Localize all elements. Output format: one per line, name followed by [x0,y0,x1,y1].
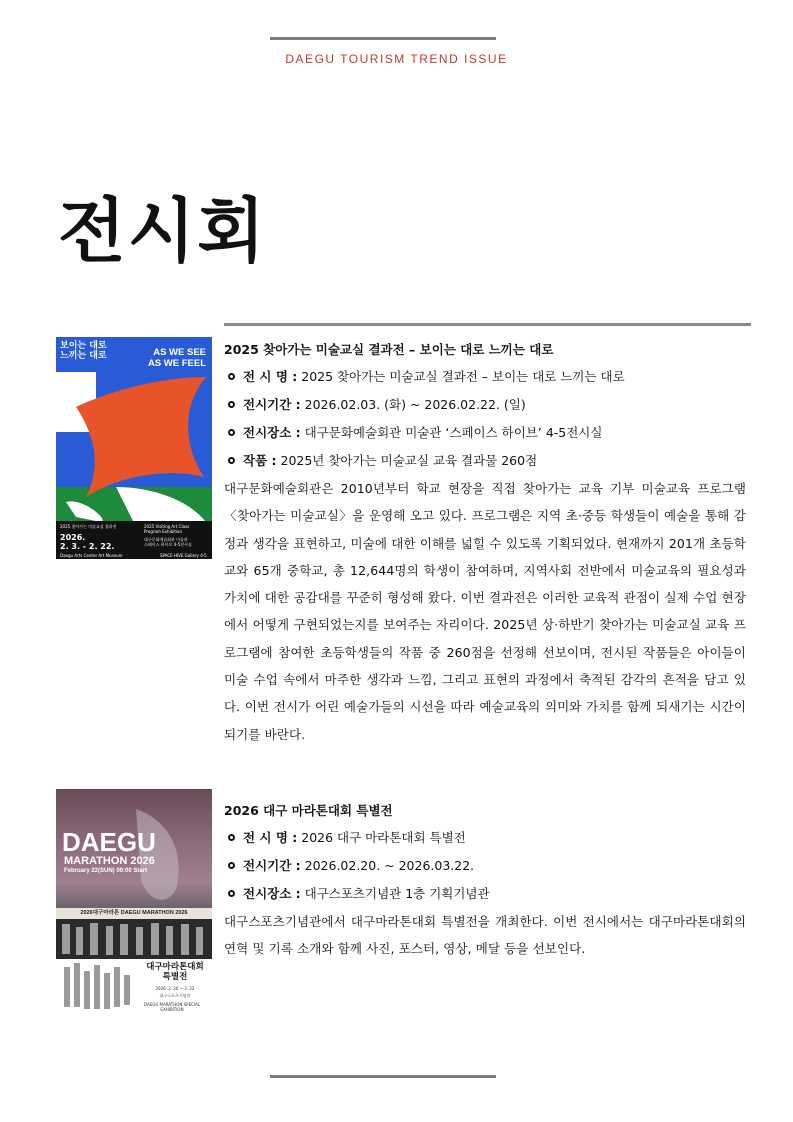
circle-bullet-icon [228,890,235,897]
poster-venue-en: Daegu Arts Center Art Museum [60,553,123,558]
meta-row-period [224,391,746,419]
header-title: DAEGU TOURISM TREND ISSUE [285,52,508,66]
poster-date: 2026. 2. 3. - 2. 22. [60,533,115,551]
meta-value: 2026.02.03. (화) ~ 2026.02.22. (일) [300,397,526,412]
poster-runners-silhouette [60,961,140,1012]
poster-korean-title: 보이는 대로 느끼는 대로 [60,341,107,361]
exhibition-entry-art-class [224,337,746,748]
meta-label: 전시기간 : [243,858,301,873]
poster-runners-graphic [56,789,212,959]
poster-info-band [56,521,212,559]
poster-daegu-title: DAEGU [62,827,156,857]
circle-bullet-icon [228,457,235,464]
meta-value: 2025 찾아가는 미술교실 결과전 – 보이는 대로 느끼는 대로 [297,369,625,384]
exhibition-description: 대구스포츠기념관에서 대구마라톤대회 특별전을 개최한다. 이번 전시에서는 대구마라톤대회의 연혁 및 기록 소개와 함께 사진, 포스터, 영상, 메달 등을 선보인다. [224,914,746,957]
exhibition-entry-marathon [224,798,746,963]
meta-label: 전시장소 : [243,425,301,440]
poster-venue-kr: 대구문화예술회관 미술관 스페이스 하이브 4-5전시실 [144,537,192,547]
poster-marathon-title: MARATHON 2026 [64,855,155,867]
circle-bullet-icon [228,834,235,841]
poster-venue: 대구스포츠기념관 [159,993,191,998]
exhibition-title: 2026 대구 마라톤대회 특별전 [224,803,393,818]
meta-value: 대구문화예술회관 미술관 ‘스페이스 하이브’ 4-5전시실 [300,425,603,440]
circle-bullet-icon [228,373,235,380]
poster-period: 2026. 2. 20 ~ 3. 22 [155,986,195,991]
exhibition-description: 대구문화예술회관은 2010년부터 학교 현장을 직접 찾아가는 교육 기부 미술교육 프로그램 〈찾아가는 미술교실〉을 운영해 오고 있다. 프로그램은 지역 초·중등 학생들이 예술을 통해 감정과 생각을 표현하고, 미술에 대한 이해를 넓힐 수 있도록 기획되었다. 현재까지 201개 초등학교와 65개 중학교, 총 12,644명의 학생이 참여하며, 지역사회 전반에서 미술교육의 필요성과 가치에 대한 공감대를 꾸준히 형성해 왔다. 이번 결과전은 이러한 교육적 관점이 실제 수업 현장에서 어떻게 구현되었는지를 보여주는 자리이다. 2025년 상·하반기 찾아가는 미술교실 교육 프로그램에 참여한 초등학생들의 작품 중 260점을 선정해 선보이며, 전시된 작품들은 아이들이 미술 수업 속에서 마주한 생각과 느낌, 그리고 표현의 과정에서 축적된 감각의 흔적을 담고 있다. 이번 전시가 어린 예술가들의 시선을 따라 예술교육의 의미와 가치를 함께 되새기는 시간이 되기를 바란다. [224,481,746,742]
exhibition-poster-marathon [56,789,212,1012]
poster-english-title: AS WE SEE AS WE FEEL [147,347,206,369]
bottom-divider [270,1075,496,1078]
poster-banner: 2026대구마라톤 DAEGU MARATHON 2026 [56,908,212,919]
meta-label: 전시기간 : [243,397,301,412]
circle-bullet-icon [228,401,235,408]
meta-value: 2026 대구 마라톤대회 특별전 [297,830,466,845]
meta-label: 전 시 명 : [243,369,298,384]
top-divider [270,37,496,40]
section-divider [224,323,751,326]
meta-value: 2025년 찾아가는 미술교실 교육 결과물 260점 [276,453,538,468]
meta-row-venue [224,880,746,908]
meta-row-name [224,363,746,391]
meta-label: 작품 : [243,453,277,468]
page-heading: 전시회 [58,190,267,272]
meta-row-period [224,852,746,880]
poster-footer: DAEGU MARATHON SPECIAL EXHIBITION [143,1002,201,1012]
circle-bullet-icon [228,429,235,436]
meta-label: 전 시 명 : [243,830,298,845]
circle-bullet-icon [228,862,235,869]
poster-small-caption: 2025 찾아가는 미술교실 결과전 [60,524,117,529]
exhibition-title: 2025 찾아가는 미술교실 결과전 – 보이는 대로 느끼는 대로 [224,342,554,357]
meta-row-name [224,824,746,852]
meta-row-works [224,447,746,475]
poster-race-date: February 22(SUN) 09:00 Start [64,868,148,874]
poster-korean-title: 대구마라톤대회 특별전 [146,962,204,982]
exhibition-poster-art-class [56,337,212,559]
meta-row-venue [224,419,746,447]
meta-value: 2026.02.20. ~ 2026.03.22. [300,858,475,873]
meta-label: 전시장소 : [243,886,301,901]
poster-gallery-en: SPACE HIVE Gallery 4-5 [160,553,207,558]
poster-small-caption-en: 2025 Visiting Art Class Program Exhibition [144,524,190,534]
meta-value: 대구스포츠기념관 1층 기획기념관 [300,886,490,901]
